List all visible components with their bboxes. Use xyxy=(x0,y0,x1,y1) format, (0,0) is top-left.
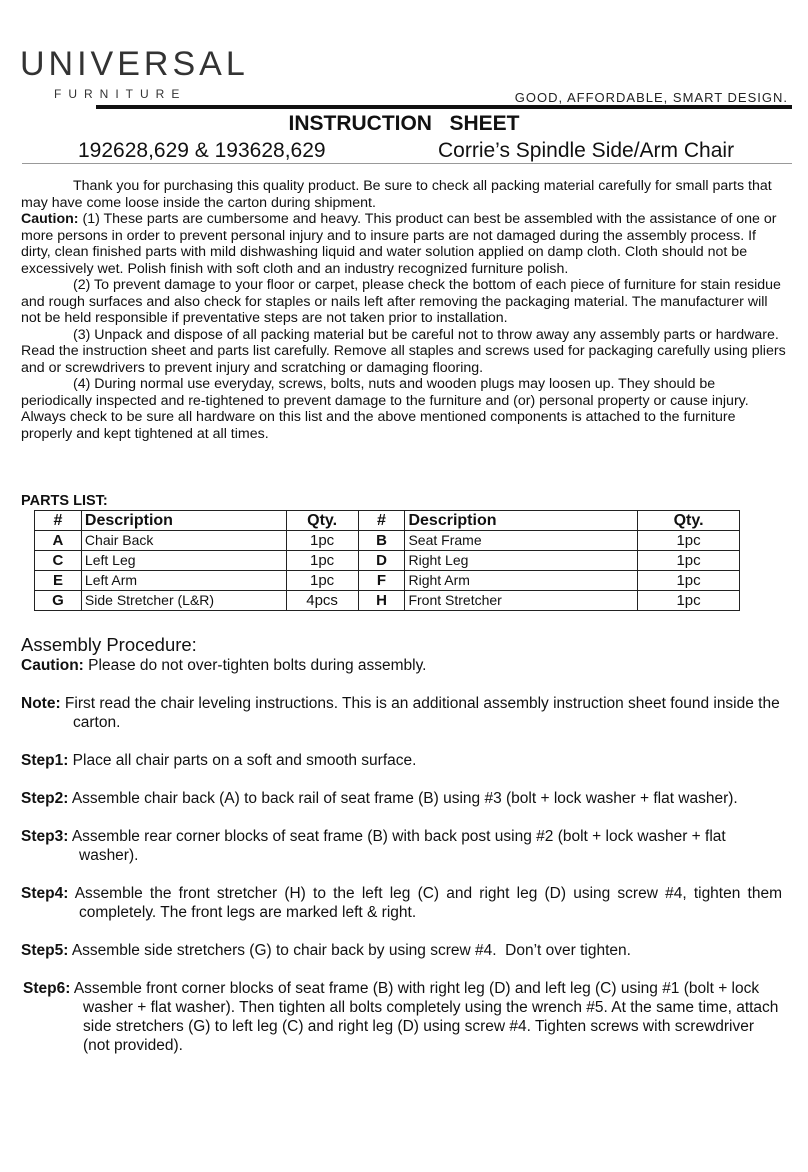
header-rule xyxy=(96,105,792,109)
part-desc: Seat Frame xyxy=(405,531,638,551)
caution-paragraph-3: (3) Unpack and dispose of all packing material but be careful not to throw away any assembly parts or hardware. Read the instruction sheet and parts list carefully. Remove all staples and screws used for packaging carefully using pliers and or screwdrivers to prevent injury and scratching or damaging flooring. xyxy=(21,326,786,376)
part-qty: 1pc xyxy=(638,551,740,571)
col-num-1: # xyxy=(35,511,82,531)
step-label: Step3: xyxy=(21,828,69,845)
part-desc: Right Leg xyxy=(405,551,638,571)
assembly-note xyxy=(21,694,782,732)
col-qty-1: Qty. xyxy=(286,511,358,531)
step-label: Step1: xyxy=(21,752,69,769)
part-letter: E xyxy=(35,571,82,591)
part-letter: B xyxy=(358,531,405,551)
parts-table-header xyxy=(35,511,740,531)
part-letter: D xyxy=(358,551,405,571)
step-1 xyxy=(21,751,782,770)
part-letter: G xyxy=(35,591,82,611)
col-qty-2: Qty. xyxy=(638,511,740,531)
caution-paragraph-4: (4) During normal use everyday, screws, bolts, nuts and wooden plugs may loosen up. They should be periodically inspected and re-tightened to prevent damage to the furniture and (or) personal property or cause injury. Always check to be sure all hardware on this list and the above mentioned components is attached to the furniture properly and kept tightened at all times. xyxy=(21,376,749,442)
table-row xyxy=(35,551,740,571)
step-5 xyxy=(21,941,782,960)
brand-logo-sub: FURNITURE xyxy=(54,87,187,101)
table-row xyxy=(35,571,740,591)
table-row xyxy=(35,531,740,551)
model-numbers: 192628,629 & 193628,629 xyxy=(78,139,326,162)
step-label: Step5: xyxy=(21,942,69,959)
parts-table xyxy=(34,510,740,611)
part-desc: Right Arm xyxy=(405,571,638,591)
assembly-section xyxy=(21,634,782,1055)
part-qty: 4pcs xyxy=(286,591,358,611)
brand-logo-name: UNIVERSAL xyxy=(20,45,249,83)
title-rule xyxy=(22,163,792,164)
col-desc-2: Description xyxy=(405,511,638,531)
intro-section xyxy=(21,178,788,442)
col-num-2: # xyxy=(358,511,405,531)
part-qty: 1pc xyxy=(286,531,358,551)
part-qty: 1pc xyxy=(286,551,358,571)
step-text: Place all chair parts on a soft and smooth surface. xyxy=(68,752,417,769)
step-4 xyxy=(21,884,782,922)
intro-paragraph: Thank you for purchasing this quality product. Be sure to check all packing material carefully for small parts that may have come loose inside the carton during shipment. xyxy=(21,178,772,211)
step-3 xyxy=(21,827,782,865)
part-desc: Side Stretcher (L&R) xyxy=(81,591,286,611)
step-text: Assemble side stretchers (G) to chair back by using screw #4. Don’t over tighten. xyxy=(68,942,631,959)
part-desc: Front Stretcher xyxy=(405,591,638,611)
caution-paragraph-2: (2) To prevent damage to your floor or carpet, please check the bottom of each piece of furniture for stain residue and rough surfaces and also check for staples or nails left after removing the packaging material. The manufacturer will not be held responsible if preventative steps are not taken prior to installation. xyxy=(21,277,781,326)
part-letter: H xyxy=(358,591,405,611)
step-label: Step6: xyxy=(23,980,71,997)
part-letter: A xyxy=(35,531,82,551)
brand-tagline: GOOD, AFFORDABLE, SMART DESIGN. xyxy=(514,90,788,105)
step-label: Step2: xyxy=(21,790,69,807)
part-desc: Left Leg xyxy=(81,551,286,571)
step-text: Assemble chair back (A) to back rail of seat frame (B) using #3 (bolt + lock washer + flat washer). xyxy=(68,790,738,807)
step-6 xyxy=(23,979,782,1055)
part-qty: 1pc xyxy=(638,591,740,611)
note-text: First read the chair leveling instructions. This is an additional assembly instruction sheet found inside the carton. xyxy=(60,695,780,731)
parts-list-heading: PARTS LIST: xyxy=(21,493,108,509)
assembly-heading: Assembly Procedure: xyxy=(21,634,197,655)
part-desc: Chair Back xyxy=(81,531,286,551)
caution-paragraph-1 xyxy=(21,211,788,277)
assembly-caution-text: Please do not over-tighten bolts during assembly. xyxy=(83,657,427,674)
step-label: Step4: xyxy=(21,885,69,902)
step-text: Assemble the front stretcher (H) to the left leg (C) and right leg (D) using screw #4, tighten them completely. The front legs are marked left & right. xyxy=(68,885,782,921)
note-label: Note: xyxy=(21,695,61,712)
assembly-caution-label: Caution: xyxy=(21,657,84,674)
caution-label: Caution: xyxy=(21,211,79,227)
step-2 xyxy=(21,789,782,808)
table-row xyxy=(35,591,740,611)
product-name: Corrie’s Spindle Side/Arm Chair xyxy=(438,139,735,162)
part-letter: C xyxy=(35,551,82,571)
part-desc: Left Arm xyxy=(81,571,286,591)
caution-text-1: (1) These parts are cumbersome and heavy. This product can best be assembled with the assistance of one or more persons in order to prevent personal injury and to insure parts are not damaged during the assembly process. If dirty, clean finished parts with mild dishwashing liquid and water solution applied on damp cloth. Cloth should not be excessively wet. Polish finish with soft cloth and an industry recognized furniture polish. xyxy=(21,211,777,277)
part-letter: F xyxy=(358,571,405,591)
step-text: Assemble front corner blocks of seat frame (B) with right leg (D) and left leg (C) using #1 (bolt + lock washer + flat washer). Then tighten all bolts completely using the wrench #5. At the same time, attach side stretchers (G) to left leg (C) and right leg (D) using screw #4. Tighten screws with screwdriver (not provided). xyxy=(70,980,779,1054)
col-desc-1: Description xyxy=(81,511,286,531)
assembly-caution xyxy=(21,656,782,675)
step-text: Assemble rear corner blocks of seat frame (B) with back post using #2 (bolt + lock washer + flat washer). xyxy=(68,828,726,864)
part-qty: 1pc xyxy=(638,571,740,591)
part-qty: 1pc xyxy=(286,571,358,591)
part-qty: 1pc xyxy=(638,531,740,551)
page-title: INSTRUCTION SHEET xyxy=(288,112,520,135)
